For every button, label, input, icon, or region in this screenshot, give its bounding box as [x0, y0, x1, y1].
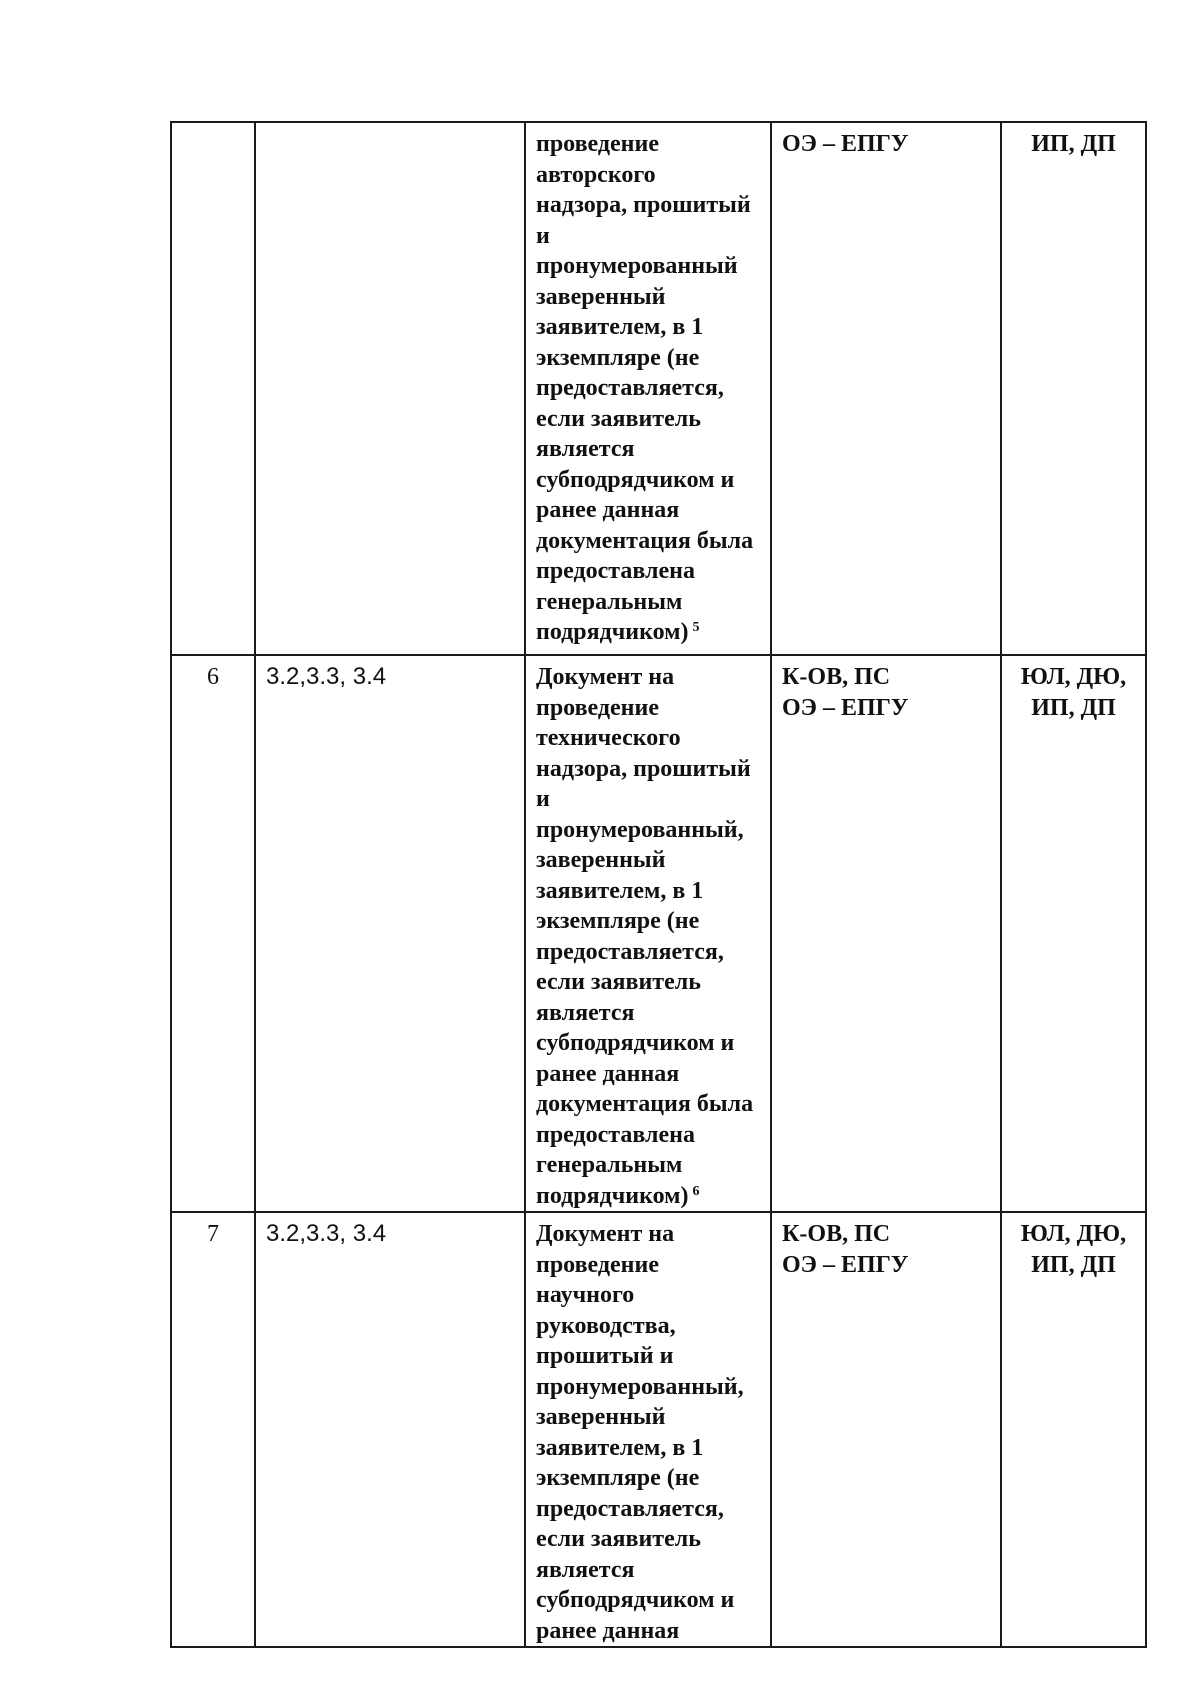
cell-text-line [536, 1059, 760, 1090]
cell-text: предоставляется, [536, 938, 724, 965]
cell-text-line [536, 1494, 760, 1525]
cell-text: экземпляре (не [536, 344, 700, 371]
cell-text-line [536, 190, 760, 221]
cell-text-line [536, 967, 760, 998]
cell-text: ЮЛ, ДЮ, [1020, 1221, 1127, 1247]
cell-text: заверенный [536, 1404, 666, 1430]
applicant-category-cell [1001, 655, 1146, 1212]
footnote-marker: 5 [692, 620, 700, 635]
cell-text-line [1012, 1219, 1135, 1250]
cell-text: проведение [536, 1251, 659, 1278]
row-number-cell [171, 122, 255, 655]
cell-text: субподрядчиком и [536, 1030, 735, 1056]
cell-text-line [536, 617, 760, 648]
cell-text: проведение [536, 694, 659, 721]
cell-text-line [782, 129, 990, 160]
cell-text-line [536, 1120, 760, 1151]
cell-text-line [1012, 129, 1135, 160]
cell-text-line [536, 373, 760, 404]
cell-text-line [536, 1463, 760, 1494]
cell-text-line [536, 784, 760, 815]
document-description-cell [525, 1212, 771, 1647]
cell-text-line [1012, 662, 1135, 693]
cell-text-line [782, 693, 990, 724]
cell-text-line [782, 1219, 990, 1250]
paragraph-ref-cell: 3.2,3.3, 3.4 [255, 655, 525, 1212]
cell-text-line [536, 1616, 760, 1647]
cell-text: предоставлена [536, 1121, 695, 1148]
cell-text-line [536, 434, 760, 465]
cell-text-line [536, 693, 760, 724]
row-number-cell: 6 [171, 655, 255, 1212]
table-body [171, 122, 1146, 1647]
cell-text: К-ОВ, ПС [782, 1221, 891, 1247]
cell-text-line [536, 1524, 760, 1555]
cell-text-line [536, 312, 760, 343]
table-row [171, 122, 1146, 655]
cell-text: если заявитель [536, 969, 701, 995]
cell-text: технического [536, 725, 681, 751]
cell-text-line [536, 221, 760, 252]
cell-text-line [536, 526, 760, 557]
cell-text: если заявитель [536, 1526, 701, 1552]
cell-text: ИП, ДП [1031, 1251, 1116, 1278]
cell-text: генеральным [536, 588, 683, 615]
cell-text-line [1012, 1250, 1135, 1281]
cell-text: пронумерованный, [536, 816, 744, 843]
applicant-category-cell [1001, 1212, 1146, 1647]
cell-text: пронумерованный, [536, 1373, 744, 1400]
cell-text-line [536, 465, 760, 496]
cell-text: и [536, 222, 550, 249]
cell-text-line [536, 1372, 760, 1403]
cell-text: экземпляре (не [536, 1465, 700, 1491]
cell-text-line [536, 1341, 760, 1372]
cell-text: ранее данная [536, 1060, 680, 1087]
cell-text: ОЭ – ЕПГУ [782, 694, 909, 721]
cell-text-line [536, 998, 760, 1029]
cell-text-line [1012, 693, 1135, 724]
requirements-table [170, 121, 1147, 1648]
cell-text-line [536, 587, 760, 618]
submission-method-cell [771, 122, 1001, 655]
paragraph-ref-cell: 3.2,3.3, 3.4 [255, 1212, 525, 1647]
cell-text-line [536, 282, 760, 313]
cell-text-line [536, 1219, 760, 1250]
row-number-cell: 7 [171, 1212, 255, 1647]
document-description-cell [525, 655, 771, 1212]
cell-text: является [536, 1556, 635, 1583]
cell-text: заявителем, в 1 [536, 877, 704, 904]
cell-text-line [536, 1555, 760, 1586]
cell-text-line [536, 1585, 760, 1616]
cell-text-line [536, 1250, 760, 1281]
cell-text: заявителем, в 1 [536, 1434, 704, 1461]
cell-text-line [536, 343, 760, 374]
cell-text-line [536, 723, 760, 754]
cell-text: если заявитель [536, 405, 701, 432]
cell-text-line [536, 1402, 760, 1433]
cell-text: ИП, ДП [1031, 131, 1116, 157]
cell-text-line [536, 1181, 760, 1212]
cell-text: руководства, [536, 1312, 676, 1339]
cell-text-line [536, 556, 760, 587]
cell-text: надзора, прошитый [536, 192, 751, 218]
cell-text-line [536, 1150, 760, 1181]
cell-text: Документ на [536, 664, 675, 690]
cell-text: научного [536, 1282, 635, 1308]
cell-text: авторского [536, 161, 656, 188]
cell-text: ранее данная [536, 497, 680, 523]
cell-text-line [536, 1433, 760, 1464]
submission-method-cell [771, 655, 1001, 1212]
cell-text-line [536, 845, 760, 876]
cell-text-line [536, 1280, 760, 1311]
cell-text-line [536, 251, 760, 282]
cell-text-line [536, 876, 760, 907]
cell-text-line [536, 937, 760, 968]
cell-text: генеральным [536, 1152, 683, 1178]
cell-text: документация была [536, 527, 754, 554]
cell-text: ОЭ – ЕПГУ [782, 131, 909, 157]
cell-text: проведение [536, 131, 659, 157]
cell-text: ЮЛ, ДЮ, [1020, 664, 1127, 690]
cell-text-line [536, 1089, 760, 1120]
paragraph-ref-cell [255, 122, 525, 655]
cell-text: является [536, 999, 635, 1026]
cell-text-line [536, 404, 760, 435]
cell-text: предоставлена [536, 558, 695, 584]
cell-text: ранее данная [536, 1617, 680, 1644]
cell-text-line [536, 662, 760, 693]
footnote-marker: 6 [692, 1183, 700, 1199]
cell-text: Документ на [536, 1221, 675, 1247]
cell-text: и [536, 786, 550, 812]
table-row [171, 1212, 1146, 1647]
cell-text: заявителем, в 1 [536, 314, 704, 340]
cell-text: субподрядчиком и [536, 466, 735, 493]
cell-text-line [536, 129, 760, 160]
document-description-cell [525, 122, 771, 655]
cell-text: подрядчиком) [536, 1182, 689, 1209]
cell-text: является [536, 436, 635, 462]
submission-method-cell [771, 1212, 1001, 1647]
cell-text: пронумерованный [536, 253, 738, 279]
cell-text: заверенный [536, 283, 666, 310]
cell-text-line [782, 662, 990, 693]
cell-text-line [536, 1028, 760, 1059]
cell-text-line [782, 1250, 990, 1281]
cell-text: подрядчиком) [536, 619, 689, 645]
cell-text-line [536, 906, 760, 937]
cell-text: ОЭ – ЕПГУ [782, 1251, 909, 1278]
cell-text: прошитый и [536, 1343, 674, 1369]
cell-text-line [536, 1311, 760, 1342]
cell-text: субподрядчиком и [536, 1587, 735, 1613]
table-row [171, 655, 1146, 1212]
applicant-category-cell [1001, 122, 1146, 655]
cell-text: заверенный [536, 847, 666, 873]
cell-text: К-ОВ, ПС [782, 664, 891, 690]
cell-text: экземпляре (не [536, 908, 700, 934]
cell-text-line [536, 754, 760, 785]
cell-text-line [536, 495, 760, 526]
cell-text: документация была [536, 1091, 754, 1117]
cell-text: предоставляется, [536, 375, 724, 401]
cell-text: предоставляется, [536, 1495, 724, 1522]
cell-text: ИП, ДП [1031, 694, 1116, 721]
cell-text-line [536, 815, 760, 846]
cell-text-line [536, 160, 760, 191]
cell-text: надзора, прошитый [536, 755, 751, 782]
